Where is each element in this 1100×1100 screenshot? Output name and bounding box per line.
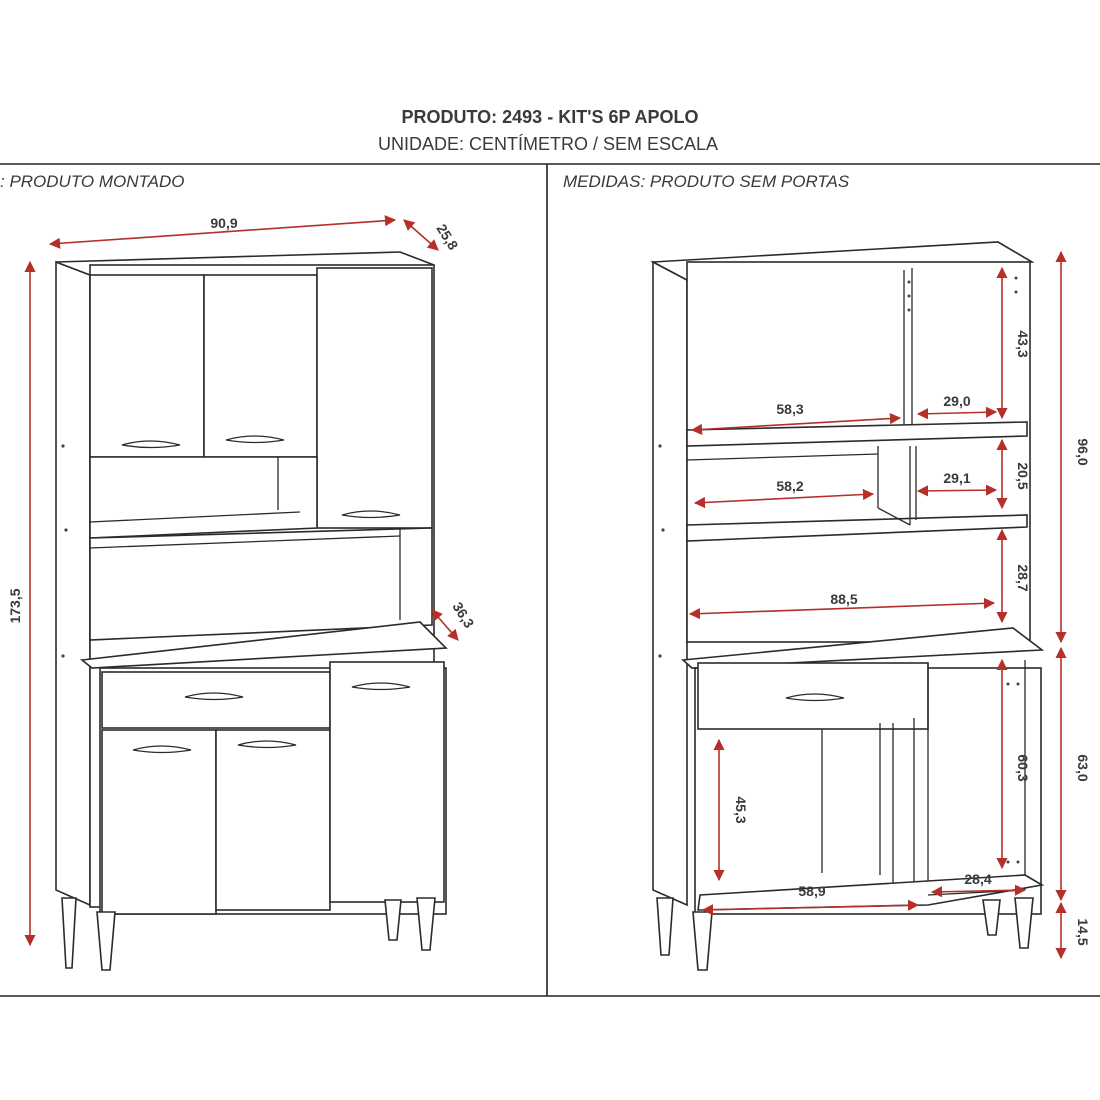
depth-top-label: 25,8 <box>433 221 462 253</box>
open-niche-height-label: 28,7 <box>1015 564 1031 592</box>
upper-left-width-label: 58,3 <box>776 401 804 417</box>
left-panel-heading: : PRODUTO MONTADO <box>0 172 185 191</box>
lower-total-height-label: 63,0 <box>1075 754 1091 782</box>
product-title: PRODUTO: 2493 - KIT'S 6P APOLO <box>401 107 699 127</box>
open-niche-width-label: 88,5 <box>830 591 858 607</box>
height-label: 173,5 <box>7 588 23 624</box>
assembled-cabinet-drawing <box>56 252 446 970</box>
upper-right-width-label: 29,0 <box>943 393 971 409</box>
depth-top-arrow <box>404 220 438 250</box>
right-panel-heading: MEDIDAS: PRODUTO SEM PORTAS <box>563 172 850 191</box>
middle-right-height-label: 20,5 <box>1015 462 1031 490</box>
depth-base-label: 36,3 <box>449 599 478 631</box>
width-label: 90,9 <box>210 215 238 231</box>
upper-right-height-label: 43,3 <box>1015 330 1031 358</box>
lower-right-width-label: 28,4 <box>964 871 992 887</box>
middle-right-width-arrow <box>918 490 996 491</box>
leg-height-label: 14,5 <box>1075 918 1091 946</box>
upper-total-height-label: 96,0 <box>1075 438 1091 466</box>
lower-left-width-label: 58,9 <box>798 883 826 899</box>
middle-left-width-label: 58,2 <box>776 478 804 494</box>
lower-right-height-label: 60,3 <box>1015 754 1031 782</box>
unit-subtitle: UNIDADE: CENTÍMETRO / SEM ESCALA <box>377 134 719 154</box>
lower-left-height-label: 45,3 <box>733 796 749 824</box>
middle-right-width-label: 29,1 <box>943 470 971 486</box>
